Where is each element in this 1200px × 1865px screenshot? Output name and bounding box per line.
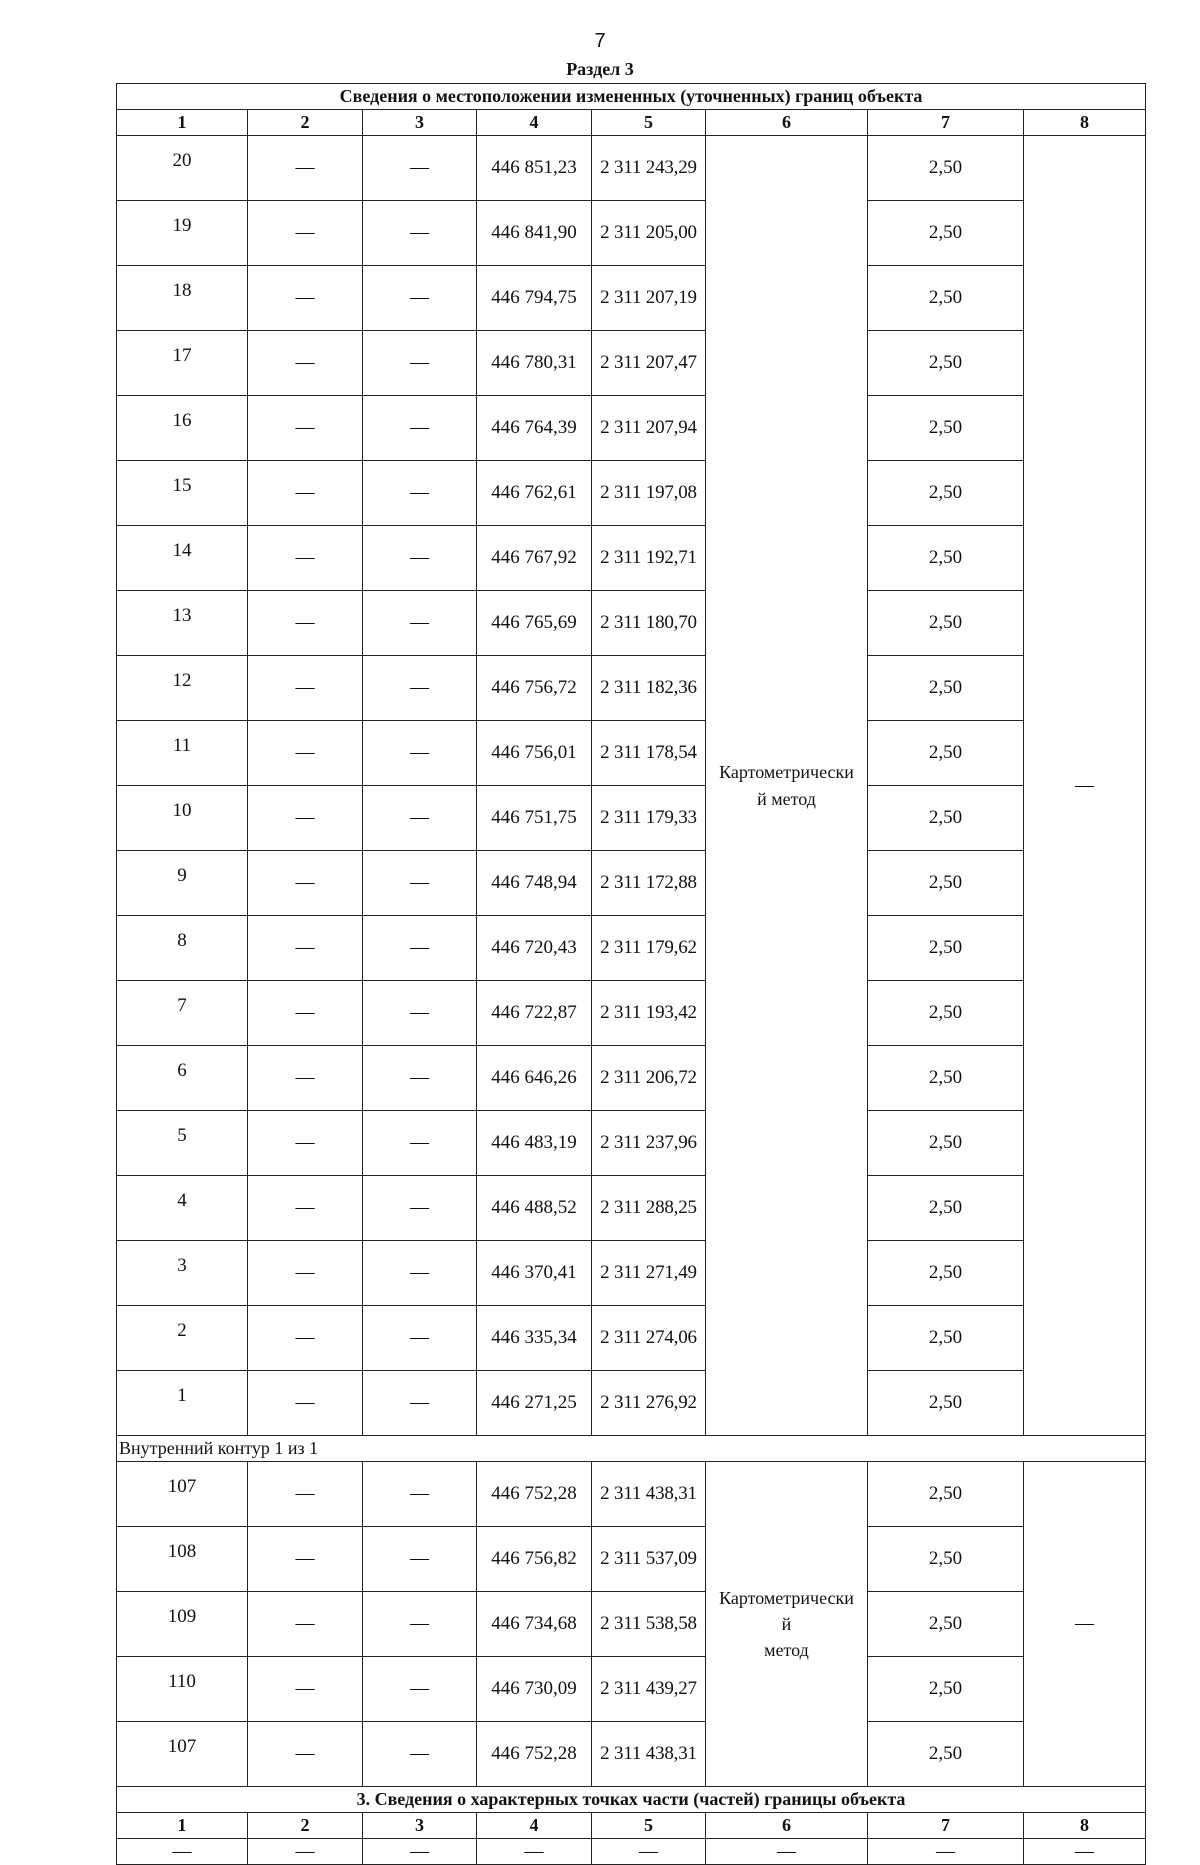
coord-y: 2 311 172,88 <box>592 851 706 916</box>
boundary-table <box>116 83 1146 1865</box>
accuracy-value: 2,50 <box>868 721 1024 786</box>
page-number: 7 <box>594 30 606 52</box>
cell-c3: — <box>363 1371 477 1436</box>
table-row <box>117 981 1146 1046</box>
coord-y: 2 311 276,92 <box>592 1371 706 1436</box>
accuracy-value: 2,50 <box>868 1592 1024 1657</box>
coord-x: 446 841,90 <box>477 201 592 266</box>
accuracy-value: 2,50 <box>868 591 1024 656</box>
accuracy-value: 2,50 <box>868 331 1024 396</box>
accuracy-value: 2,50 <box>868 1046 1024 1111</box>
cell-c3: — <box>363 1176 477 1241</box>
col8-cell: — <box>1024 136 1146 1436</box>
column-header: 1 <box>117 110 248 136</box>
cell-c2: — <box>248 1176 363 1241</box>
parts-row <box>117 1839 1146 1865</box>
point-number: 10 <box>117 786 248 851</box>
accuracy-value: 2,50 <box>868 851 1024 916</box>
cell-c3: — <box>363 1592 477 1657</box>
method-cell <box>706 136 868 1436</box>
coord-y: 2 311 288,25 <box>592 1176 706 1241</box>
accuracy-value: 2,50 <box>868 1241 1024 1306</box>
coord-y: 2 311 271,49 <box>592 1241 706 1306</box>
point-number: 4 <box>117 1176 248 1241</box>
cell-c3: — <box>363 201 477 266</box>
coord-x: 446 794,75 <box>477 266 592 331</box>
coord-x: 446 734,68 <box>477 1592 592 1657</box>
table-row <box>117 1592 1146 1657</box>
cell-c2: — <box>248 981 363 1046</box>
table-row <box>117 1241 1146 1306</box>
point-number: 110 <box>117 1657 248 1722</box>
cell-c3: — <box>363 396 477 461</box>
accuracy-value: 2,50 <box>868 1176 1024 1241</box>
cell-c3: — <box>363 721 477 786</box>
cell-c2: — <box>248 656 363 721</box>
point-number: 15 <box>117 461 248 526</box>
table-row <box>117 266 1146 331</box>
parts-header-row <box>117 1813 1146 1839</box>
point-number: 19 <box>117 201 248 266</box>
coord-x: 446 751,75 <box>477 786 592 851</box>
parts-cell: — <box>592 1839 706 1865</box>
coord-x: 446 756,82 <box>477 1527 592 1592</box>
point-number: 3 <box>117 1241 248 1306</box>
table-row <box>117 136 1146 201</box>
coord-y: 2 311 197,08 <box>592 461 706 526</box>
coord-y: 2 311 237,96 <box>592 1111 706 1176</box>
accuracy-value: 2,50 <box>868 656 1024 721</box>
column-header: 2 <box>248 110 363 136</box>
cell-c2: — <box>248 916 363 981</box>
table-row <box>117 1371 1146 1436</box>
column-header: 7 <box>868 110 1024 136</box>
method-text: Картометрически й метод <box>719 762 854 809</box>
point-number: 109 <box>117 1592 248 1657</box>
cell-c2: — <box>248 1462 363 1527</box>
cell-c3: — <box>363 526 477 591</box>
table-row <box>117 1527 1146 1592</box>
point-number: 5 <box>117 1111 248 1176</box>
accuracy-value: 2,50 <box>868 981 1024 1046</box>
table-title: Сведения о местоположении измененных (уточненных) границ объекта <box>117 84 1146 110</box>
table-row <box>117 1111 1146 1176</box>
point-number: 11 <box>117 721 248 786</box>
cell-c3: — <box>363 1462 477 1527</box>
accuracy-value: 2,50 <box>868 1111 1024 1176</box>
coord-y: 2 311 193,42 <box>592 981 706 1046</box>
cell-c2: — <box>248 396 363 461</box>
point-number: 108 <box>117 1527 248 1592</box>
coord-x: 446 646,26 <box>477 1046 592 1111</box>
point-number: 18 <box>117 266 248 331</box>
col8-cell: — <box>1024 1462 1146 1787</box>
coord-x: 446 488,52 <box>477 1176 592 1241</box>
coord-y: 2 311 206,72 <box>592 1046 706 1111</box>
coord-x: 446 752,28 <box>477 1462 592 1527</box>
coord-x: 446 764,39 <box>477 396 592 461</box>
coord-y: 2 311 182,36 <box>592 656 706 721</box>
parts-cell: — <box>477 1839 592 1865</box>
parts-cell: — <box>248 1839 363 1865</box>
cell-c2: — <box>248 851 363 916</box>
table-row <box>117 461 1146 526</box>
point-number: 107 <box>117 1722 248 1787</box>
accuracy-value: 2,50 <box>868 266 1024 331</box>
accuracy-value: 2,50 <box>868 396 1024 461</box>
column-header: 5 <box>592 1813 706 1839</box>
parts-cell: — <box>706 1839 868 1865</box>
cell-c3: — <box>363 786 477 851</box>
table-row <box>117 1657 1146 1722</box>
coord-x: 446 370,41 <box>477 1241 592 1306</box>
method-cell <box>706 1462 868 1787</box>
table-row <box>117 331 1146 396</box>
inner-contour-label: Внутренний контур 1 из 1 <box>117 1436 1146 1462</box>
coord-x: 446 335,34 <box>477 1306 592 1371</box>
coord-x: 446 765,69 <box>477 591 592 656</box>
cell-c2: — <box>248 1046 363 1111</box>
cell-c3: — <box>363 1722 477 1787</box>
point-number: 6 <box>117 1046 248 1111</box>
coord-y: 2 311 180,70 <box>592 591 706 656</box>
coord-x: 446 851,23 <box>477 136 592 201</box>
coord-y: 2 311 179,33 <box>592 786 706 851</box>
point-number: 20 <box>117 136 248 201</box>
coord-y: 2 311 537,09 <box>592 1527 706 1592</box>
column-header: 4 <box>477 1813 592 1839</box>
coord-x: 446 730,09 <box>477 1657 592 1722</box>
accuracy-value: 2,50 <box>868 1722 1024 1787</box>
cell-c2: — <box>248 1371 363 1436</box>
column-header: 7 <box>868 1813 1024 1839</box>
column-header: 3 <box>363 1813 477 1839</box>
point-number: 13 <box>117 591 248 656</box>
point-number: 14 <box>117 526 248 591</box>
column-header: 8 <box>1024 1813 1146 1839</box>
cell-c2: — <box>248 1111 363 1176</box>
coord-y: 2 311 274,06 <box>592 1306 706 1371</box>
parts-cell: — <box>868 1839 1024 1865</box>
coord-x: 446 722,87 <box>477 981 592 1046</box>
cell-c3: — <box>363 591 477 656</box>
cell-c2: — <box>248 1306 363 1371</box>
column-header: 8 <box>1024 110 1146 136</box>
cell-c2: — <box>248 201 363 266</box>
table-row <box>117 851 1146 916</box>
table-row <box>117 1462 1146 1527</box>
section-title: Раздел 3 <box>566 59 634 79</box>
cell-c2: — <box>248 721 363 786</box>
accuracy-value: 2,50 <box>868 1462 1024 1527</box>
cell-c3: — <box>363 1657 477 1722</box>
coord-x: 446 752,28 <box>477 1722 592 1787</box>
cell-c3: — <box>363 656 477 721</box>
column-header: 4 <box>477 110 592 136</box>
coord-y: 2 311 207,47 <box>592 331 706 396</box>
cell-c3: — <box>363 1046 477 1111</box>
coord-y: 2 311 439,27 <box>592 1657 706 1722</box>
cell-c3: — <box>363 136 477 201</box>
point-number: 1 <box>117 1371 248 1436</box>
coord-x: 446 748,94 <box>477 851 592 916</box>
coord-x: 446 780,31 <box>477 331 592 396</box>
table-row <box>117 1176 1146 1241</box>
coord-x: 446 271,25 <box>477 1371 592 1436</box>
point-number: 7 <box>117 981 248 1046</box>
coord-y: 2 311 178,54 <box>592 721 706 786</box>
cell-c2: — <box>248 331 363 396</box>
table-row <box>117 591 1146 656</box>
cell-c3: — <box>363 1527 477 1592</box>
table-row <box>117 1722 1146 1787</box>
cell-c3: — <box>363 981 477 1046</box>
cell-c3: — <box>363 1241 477 1306</box>
table-row <box>117 1306 1146 1371</box>
table-row <box>117 786 1146 851</box>
accuracy-value: 2,50 <box>868 786 1024 851</box>
cell-c3: — <box>363 266 477 331</box>
column-header: 6 <box>706 110 868 136</box>
point-number: 16 <box>117 396 248 461</box>
parts-cell: — <box>1024 1839 1146 1865</box>
cell-c2: — <box>248 1241 363 1306</box>
table-row <box>117 1046 1146 1111</box>
point-number: 12 <box>117 656 248 721</box>
column-header: 3 <box>363 110 477 136</box>
cell-c2: — <box>248 136 363 201</box>
coord-x: 446 756,72 <box>477 656 592 721</box>
column-header: 5 <box>592 110 706 136</box>
coord-y: 2 311 243,29 <box>592 136 706 201</box>
accuracy-value: 2,50 <box>868 1371 1024 1436</box>
table-row <box>117 916 1146 981</box>
cell-c2: — <box>248 786 363 851</box>
coord-y: 2 311 438,31 <box>592 1722 706 1787</box>
coord-x: 446 483,19 <box>477 1111 592 1176</box>
column-header: 2 <box>248 1813 363 1839</box>
point-number: 17 <box>117 331 248 396</box>
accuracy-value: 2,50 <box>868 916 1024 981</box>
table-row <box>117 656 1146 721</box>
accuracy-value: 2,50 <box>868 136 1024 201</box>
coord-y: 2 311 207,19 <box>592 266 706 331</box>
accuracy-value: 2,50 <box>868 461 1024 526</box>
cell-c3: — <box>363 1111 477 1176</box>
column-header: 6 <box>706 1813 868 1839</box>
cell-c2: — <box>248 461 363 526</box>
coord-x: 446 756,01 <box>477 721 592 786</box>
coord-x: 446 762,61 <box>477 461 592 526</box>
boundary-table-body <box>117 84 1146 1865</box>
point-number: 9 <box>117 851 248 916</box>
cell-c3: — <box>363 1306 477 1371</box>
point-number: 2 <box>117 1306 248 1371</box>
coord-y: 2 311 192,71 <box>592 526 706 591</box>
coord-y: 2 311 207,94 <box>592 396 706 461</box>
cell-c2: — <box>248 1527 363 1592</box>
cell-c3: — <box>363 331 477 396</box>
coord-y: 2 311 438,31 <box>592 1462 706 1527</box>
coord-y: 2 311 179,62 <box>592 916 706 981</box>
accuracy-value: 2,50 <box>868 526 1024 591</box>
method-text: Картометрически й метод <box>719 1587 854 1661</box>
table-row <box>117 396 1146 461</box>
point-number: 8 <box>117 916 248 981</box>
cell-c3: — <box>363 851 477 916</box>
accuracy-value: 2,50 <box>868 1527 1024 1592</box>
coord-x: 446 720,43 <box>477 916 592 981</box>
accuracy-value: 2,50 <box>868 1657 1024 1722</box>
cell-c2: — <box>248 266 363 331</box>
parts-title: 3. Сведения о характерных точках части (частей) границы объекта <box>117 1787 1146 1813</box>
table-row <box>117 201 1146 266</box>
cell-c3: — <box>363 916 477 981</box>
column-header: 1 <box>117 1813 248 1839</box>
coord-y: 2 311 538,58 <box>592 1592 706 1657</box>
header-row <box>117 110 1146 136</box>
cell-c2: — <box>248 591 363 656</box>
cell-c2: — <box>248 526 363 591</box>
parts-cell: — <box>117 1839 248 1865</box>
accuracy-value: 2,50 <box>868 201 1024 266</box>
point-number: 107 <box>117 1462 248 1527</box>
cell-c2: — <box>248 1592 363 1657</box>
table-row <box>117 526 1146 591</box>
cell-c3: — <box>363 461 477 526</box>
cell-c2: — <box>248 1722 363 1787</box>
coord-x: 446 767,92 <box>477 526 592 591</box>
coord-y: 2 311 205,00 <box>592 201 706 266</box>
table-row <box>117 721 1146 786</box>
accuracy-value: 2,50 <box>868 1306 1024 1371</box>
parts-cell: — <box>363 1839 477 1865</box>
cell-c2: — <box>248 1657 363 1722</box>
